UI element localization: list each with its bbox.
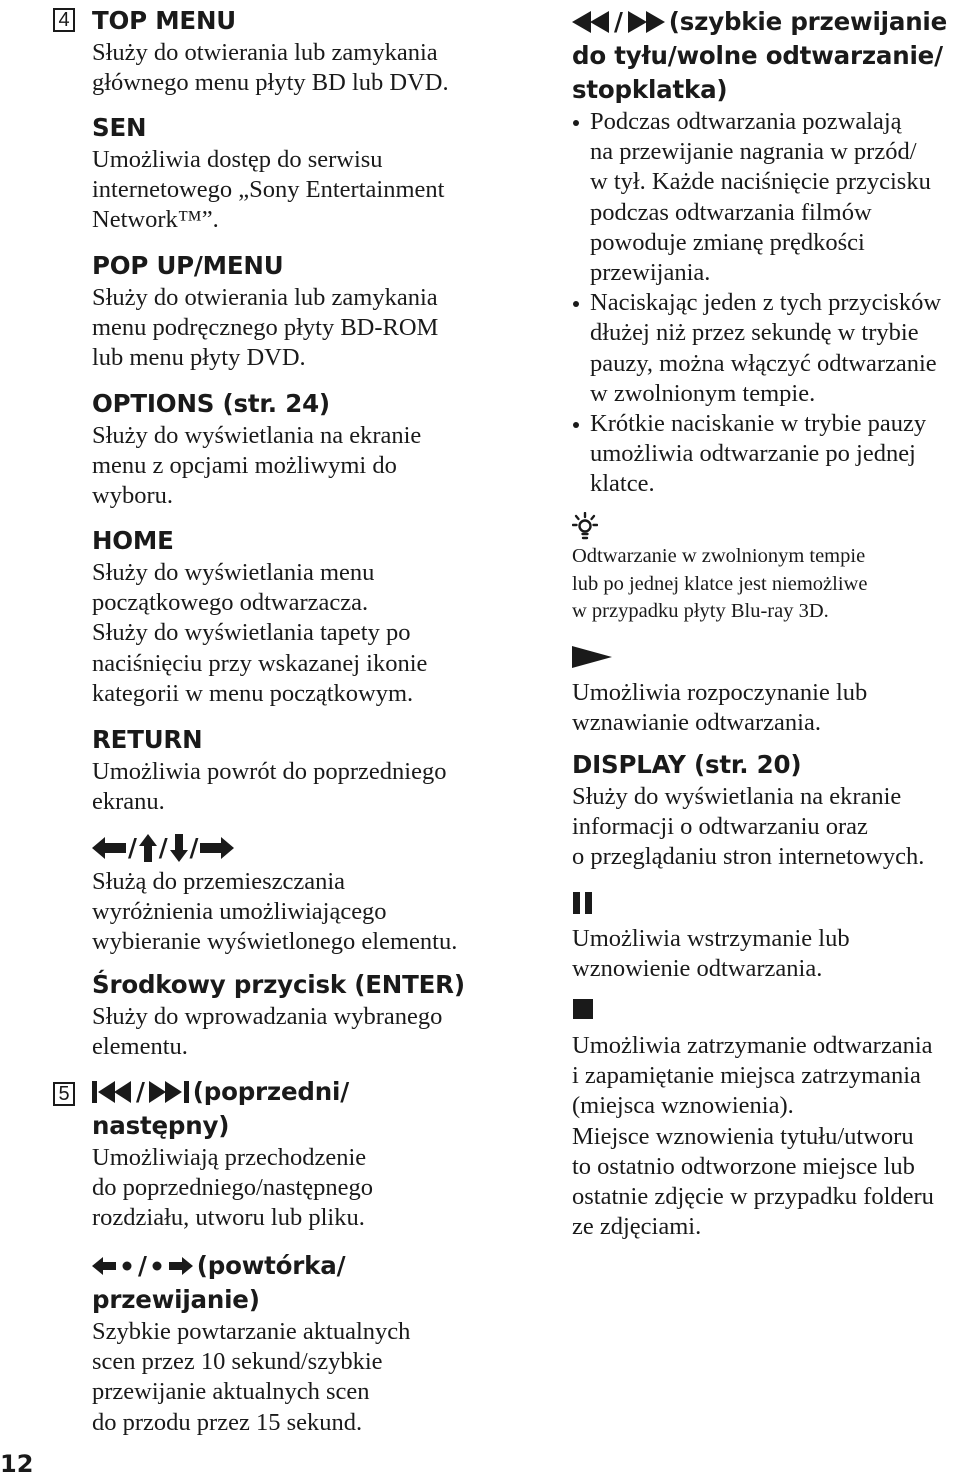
text-line: Szybkie powtarzanie aktualnych <box>92 1318 411 1345</box>
text-line: umożliwia odtwarzanie po jednej <box>590 440 916 468</box>
text-line: początkowego odtwarzacza. <box>92 589 369 617</box>
entry-text <box>92 1002 512 1062</box>
text-line: Odtwarzanie w zwolnionym tempie <box>572 545 866 567</box>
play-icon <box>572 646 612 668</box>
text-line: wybieranie wyświetlonego elementu. <box>92 928 458 956</box>
entry-title: OPTIONS (str. 24) <box>92 389 330 418</box>
entry-stop <box>572 999 960 1242</box>
entry-hint <box>572 512 960 626</box>
text-line: Naciskając jeden z tych przycisków <box>590 289 942 317</box>
text-line: powoduje zmianę prędkości <box>590 228 865 256</box>
rewind-icon <box>572 11 610 33</box>
arrow-right-icon <box>200 837 234 859</box>
title-separator: / <box>614 7 623 36</box>
entry-popup-menu <box>92 249 512 374</box>
text-line: w tył. Każde naciśnięcie przycisku <box>590 168 931 196</box>
text-line: Umożliwia dostęp do serwisu <box>92 146 383 173</box>
title-separator: / <box>189 833 199 862</box>
entry-prev-next <box>92 1075 512 1234</box>
text-line: menu z opcjami możliwymi do <box>92 452 397 480</box>
text-line: menu podręcznego płyty BD-ROM <box>92 314 439 342</box>
entry-home <box>92 524 512 709</box>
text-line: w przypadku płyty Blu-ray 3D. <box>572 600 829 622</box>
entry-text <box>92 757 512 817</box>
entry-replay-advance <box>92 1249 512 1438</box>
instant-advance-icon <box>151 1257 193 1275</box>
text-line: elementu. <box>92 1033 188 1061</box>
text-line: internetowego „Sony Entertainment <box>92 176 445 204</box>
entry-enter <box>92 968 512 1062</box>
text-line: Służy do wprowadzania wybranego <box>92 1003 443 1030</box>
text-line: przewijanie aktualnych scen <box>92 1378 370 1406</box>
entry-text <box>572 924 960 984</box>
text-line: dłużej niż przez sekundę w trybie <box>590 319 919 347</box>
arrow-left-icon <box>92 837 126 859</box>
entry-text <box>572 678 960 738</box>
text-line: kategorii w menu początkowym. <box>92 679 414 707</box>
text-line: Służy do wyświetlania tapety po <box>92 619 411 647</box>
section-marker-5: 5 <box>53 1082 75 1106</box>
text-line: Służy do wyświetlania na ekranie <box>572 783 902 810</box>
arrow-up-icon <box>139 834 157 862</box>
text-line: Umożliwiają przechodzenie <box>92 1144 367 1171</box>
text-line: (miejsca wznowienia). <box>572 1092 794 1120</box>
entry-title: POP UP/MENU <box>92 251 284 280</box>
entry-return <box>92 723 512 817</box>
text-line: Umożliwia powrót do poprzedniego <box>92 758 447 785</box>
title-line-2: przewijanie) <box>92 1285 260 1314</box>
title-line-3: stopklatka) <box>572 75 728 104</box>
text-line: naciśnięciu przy wskazanej ikonie <box>92 649 428 677</box>
title-separator: / <box>128 833 137 862</box>
entry-title: HOME <box>92 526 174 555</box>
title-separator: / <box>158 833 168 862</box>
text-line: rozdziału, utworu lub pliku. <box>92 1204 365 1232</box>
instant-replay-icon <box>92 1257 134 1275</box>
entry-title <box>92 1075 512 1109</box>
title-line-2: do tyłu/wolne odtwarzanie/ <box>572 41 943 70</box>
bullet-list <box>572 107 960 500</box>
text-line: do poprzedniego/następnego <box>92 1174 373 1202</box>
section-marker-4: 4 <box>53 8 75 32</box>
entry-text <box>572 782 960 873</box>
entry-text <box>92 38 512 98</box>
entry-text <box>92 283 512 374</box>
bullet-item <box>572 107 960 288</box>
fast-forward-icon <box>627 11 665 33</box>
text-line: Służą do przemieszczania <box>92 868 346 895</box>
text-line: Służy do otwierania lub zamykania <box>92 284 438 311</box>
entry-play <box>572 646 960 738</box>
title-line-1: (poprzedni/ <box>192 1077 349 1106</box>
text-line: ze zdjęciami. <box>572 1213 702 1241</box>
previous-icon <box>92 1081 132 1103</box>
entry-sen <box>92 111 512 236</box>
text-line: Umożliwia wstrzymanie lub <box>572 925 850 952</box>
text-line: do przodu przez 15 sekund. <box>92 1408 363 1436</box>
text-line: klatce. <box>590 470 655 498</box>
entry-title <box>572 5 960 39</box>
arrow-down-icon <box>170 834 188 862</box>
text-line: lub menu płyty DVD. <box>92 344 306 372</box>
entry-top-menu <box>92 4 512 98</box>
text-line: o przeglądaniu stron internetowych. <box>572 843 925 871</box>
entry-title <box>92 831 512 865</box>
bullet-item <box>572 409 960 500</box>
entry-text <box>92 1143 512 1234</box>
entry-title <box>92 1249 512 1283</box>
text-line: i zapamiętanie miejsca zatrzymania <box>572 1062 921 1090</box>
entry-text <box>92 867 512 958</box>
play-icon-row <box>572 646 960 676</box>
entry-text <box>92 1317 512 1438</box>
text-line: wyróżnienia umożliwiającego <box>92 898 387 926</box>
entry-options <box>92 387 512 512</box>
text-line: Miejsce wznowienia tytułu/utworu <box>572 1122 914 1150</box>
text-line: ostatnie zdjęcie w przypadku folderu <box>572 1183 934 1211</box>
text-line: Umożliwia zatrzymanie odtwarzania <box>572 1032 933 1059</box>
entry-text <box>92 145 512 236</box>
stop-icon-row <box>572 999 960 1029</box>
text-line: Podczas odtwarzania pozwalają <box>590 108 902 135</box>
entry-title: SEN <box>92 113 147 142</box>
text-line: Umożliwia rozpoczynanie lub <box>572 679 868 706</box>
pause-icon-row <box>572 892 960 922</box>
entry-title: Środkowy przycisk (ENTER) <box>92 970 465 999</box>
text-line: to ostatnio odtworzone miejsce lub <box>572 1152 915 1180</box>
text-line: głównego menu płyty BD lub DVD. <box>92 69 449 97</box>
entry-text <box>572 1031 960 1242</box>
text-line: pauzy, można włączyć odtwarzanie <box>590 349 937 377</box>
pause-icon <box>572 892 594 914</box>
entry-title: DISPLAY (str. 20) <box>572 750 802 779</box>
text-line: na przewijanie nagrania w przód/ <box>590 138 917 166</box>
entry-text <box>92 421 512 512</box>
stop-icon <box>572 999 594 1021</box>
text-line: scen przez 10 sekund/szybkie <box>92 1348 383 1376</box>
text-line: wznowienie odtwarzania. <box>572 955 823 983</box>
entry-text <box>92 558 512 709</box>
text-line: Network™”. <box>92 206 219 234</box>
title-line-1: (szybkie przewijanie <box>668 7 948 36</box>
entry-display <box>572 748 960 873</box>
text-line: informacji o odtwarzaniu oraz <box>572 813 868 841</box>
bullet-item <box>572 288 960 409</box>
text-line: Krótkie naciskanie w trybie pauzy <box>590 410 927 438</box>
text-line: Służy do wyświetlania na ekranie <box>92 422 422 449</box>
text-line: lub po jednej klatce jest niemożliwe <box>572 572 868 595</box>
text-line: w zwolnionym tempie. <box>590 379 816 407</box>
title-line-2: następny) <box>92 1111 230 1140</box>
lightbulb-hint-icon <box>572 512 598 540</box>
hint-text <box>572 543 960 626</box>
entry-title: TOP MENU <box>92 6 236 35</box>
title-line-1: (powtórka/ <box>196 1251 346 1280</box>
next-icon <box>149 1081 189 1103</box>
text-line: Służy do otwierania lub zamykania <box>92 39 438 66</box>
text-line: ekranu. <box>92 788 165 816</box>
page-number: 12 <box>0 1450 34 1478</box>
entry-scan-slow <box>572 5 960 500</box>
text-line: Służy do wyświetlania menu <box>92 559 375 586</box>
text-line: podczas odtwarzania filmów <box>590 198 872 226</box>
text-line: przewijania. <box>590 259 711 287</box>
text-line: wznawianie odtwarzania. <box>572 709 821 737</box>
entry-arrows <box>92 831 512 958</box>
entry-title: RETURN <box>92 725 203 754</box>
title-separator: / <box>136 1077 145 1106</box>
entry-pause <box>572 892 960 984</box>
text-line: wyboru. <box>92 482 173 510</box>
title-separator: / <box>138 1251 147 1280</box>
